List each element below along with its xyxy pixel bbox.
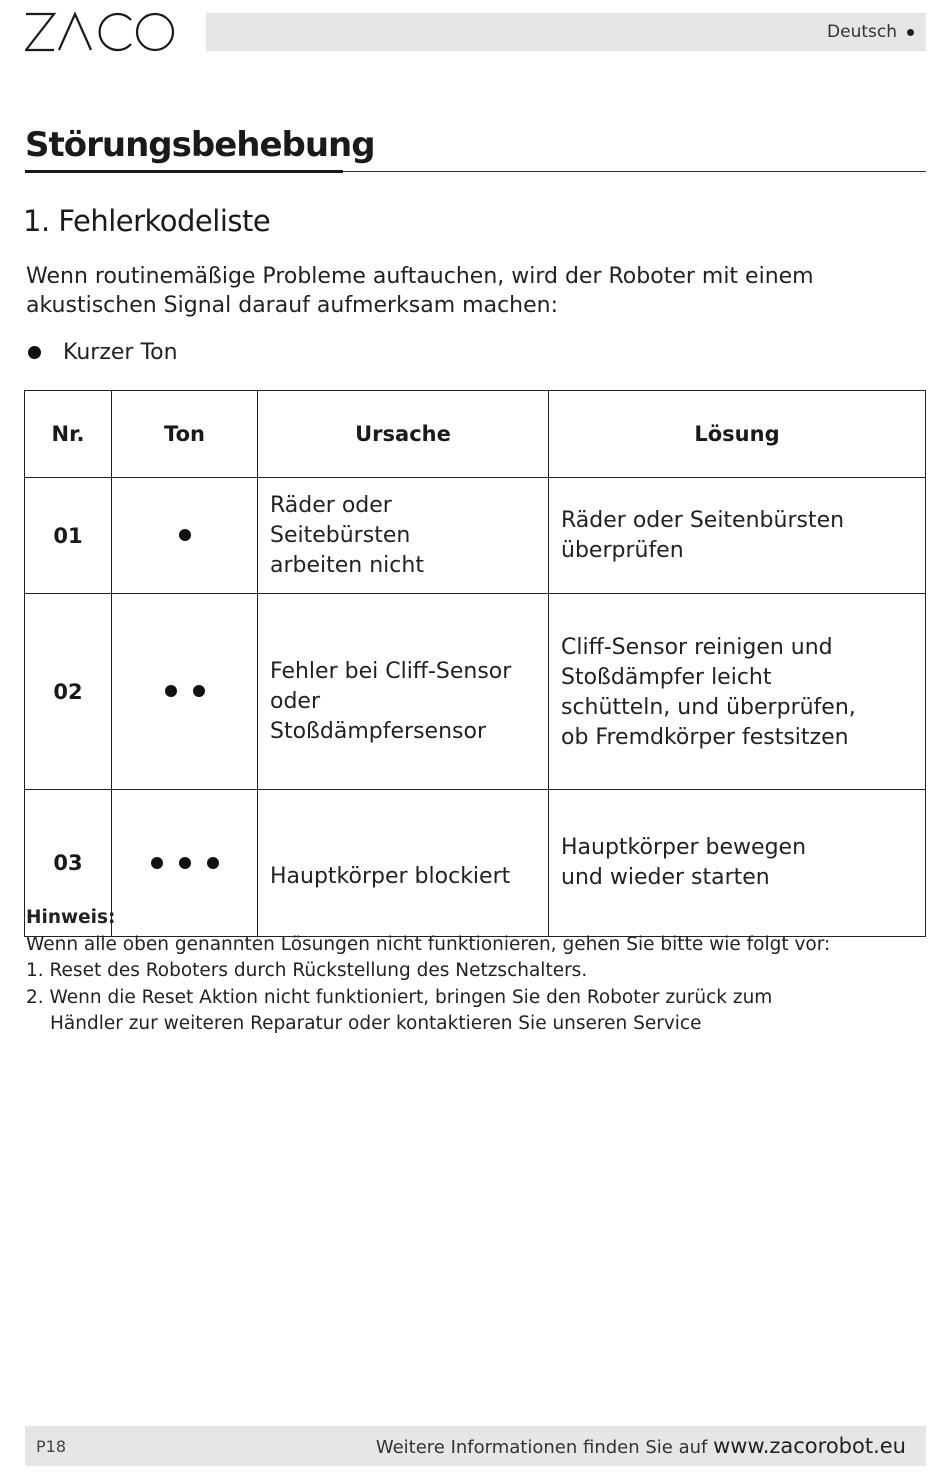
zaco-logo-mark <box>25 12 175 52</box>
section-subtitle: 1. Fehlerkodeliste <box>23 204 271 238</box>
tone-dot-icon <box>179 857 191 869</box>
row-cause <box>258 594 549 790</box>
zaco-logo <box>25 12 175 56</box>
solution-line: Cliff-Sensor reinigen und <box>561 634 833 660</box>
tone-dot-icon <box>179 529 191 541</box>
cause-line: Räder oder Seitebürsten <box>270 492 411 548</box>
footer-info-text: Weitere Informationen finden Sie auf <box>375 1437 708 1458</box>
row-nr: 02 <box>25 594 112 790</box>
row-nr: 03 <box>25 790 112 937</box>
table-header-row <box>25 391 926 478</box>
row-tone <box>112 478 258 594</box>
intro-line-1: Wenn routinemäßige Probleme auftauchen, wird der Roboter mit einem <box>26 264 814 289</box>
solution-line: schütteln, und überprüfen, <box>561 694 856 720</box>
tone-dot-icon <box>165 685 177 697</box>
title-underline-accent <box>25 170 343 173</box>
cause-line: Fehler bei Cliff-Sensor <box>270 658 512 684</box>
table-row <box>25 594 926 790</box>
solution-line: Räder oder Seitenbürsten <box>561 507 845 533</box>
header-nr: Nr. <box>25 391 112 478</box>
bullet-icon <box>28 346 41 359</box>
cause-line: arbeiten nicht <box>270 552 424 578</box>
note-block <box>26 905 916 1038</box>
cause-line: Hauptkörper blockiert <box>270 863 511 889</box>
note-heading: Hinweis: <box>26 907 116 928</box>
solution-line: ob Fremdkörper festsitzen <box>561 724 849 750</box>
page-number: P18 <box>36 1436 67 1456</box>
header-ton: Ton <box>112 391 258 478</box>
bullet-label: Kurzer Ton <box>63 340 178 365</box>
tone-dot-icon <box>193 685 205 697</box>
header-ursache: Ursache <box>258 391 549 478</box>
footer-info <box>376 1434 906 1458</box>
note-line: Wenn alle oben genannten Lösungen nicht funktionieren, gehen Sie bitte wie folgt vor: <box>26 933 831 955</box>
language-dot-icon <box>907 29 914 36</box>
solution-line: Stoßdämpfer leicht <box>561 664 772 690</box>
footer-bar <box>25 1426 926 1466</box>
row-solution <box>549 594 926 790</box>
header-loesung: Lösung <box>549 391 926 478</box>
row-solution <box>549 478 926 594</box>
solution-line: Hauptkörper bewegen <box>561 835 807 860</box>
website-link[interactable]: www.zacorobot.eu <box>713 1434 906 1458</box>
tone-dot-icon <box>207 857 219 869</box>
cause-line: oder Stoßdämpfersensor <box>270 688 486 744</box>
table-row <box>25 478 926 594</box>
note-line: Händler zur weiteren Reparatur oder kontaktieren Sie unseren Service <box>50 1013 702 1034</box>
solution-line: und wieder starten <box>561 865 770 890</box>
language-label: Deutsch <box>827 22 897 42</box>
bullet-item <box>28 340 178 365</box>
intro-text <box>26 262 906 320</box>
tone-dots <box>151 857 219 869</box>
language-bar <box>206 13 926 51</box>
row-nr: 01 <box>25 478 112 594</box>
intro-line-2: akustischen Signal darauf aufmerksam machen: <box>26 293 559 318</box>
tone-dots <box>179 529 191 541</box>
note-line: 2. Wenn die Reset Aktion nicht funktioniert, bringen Sie den Roboter zurück zum <box>26 986 773 1008</box>
solution-line: überprüfen <box>561 537 684 563</box>
error-code-table <box>24 390 926 937</box>
tone-dot-icon <box>151 857 163 869</box>
page-title: Störungsbehebung <box>25 125 375 165</box>
row-tone <box>112 594 258 790</box>
row-cause <box>258 478 549 594</box>
note-line: 1. Reset des Roboters durch Rückstellung des Netzschalters. <box>26 960 588 981</box>
tone-dots <box>165 685 205 697</box>
